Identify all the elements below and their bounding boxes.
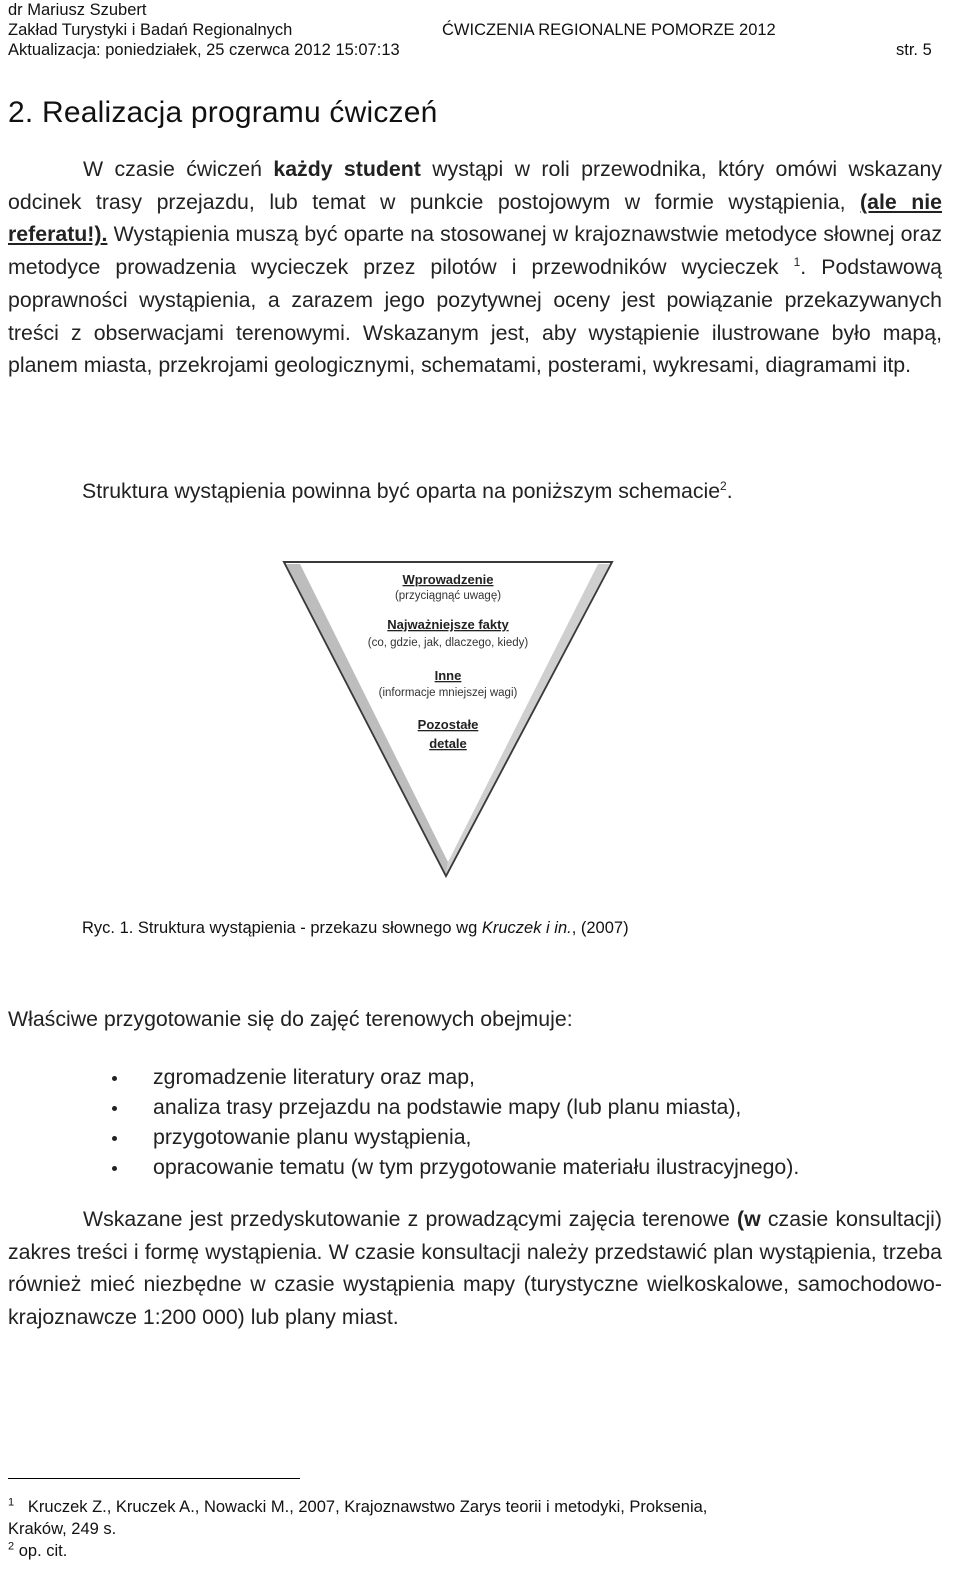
consult-bold-w: (w	[737, 1207, 761, 1231]
list-item-text: przygotowanie planu wystąpienia,	[153, 1125, 472, 1149]
inverted-pyramid-figure	[278, 556, 618, 901]
list-item	[108, 1122, 799, 1152]
header-course: ĆWICZENIA REGIONALNE POMORZE 2012	[442, 21, 776, 39]
level-1-sub: (przyciągnąć uwagę)	[394, 590, 502, 602]
footnote-1-cont: Kraków, 249 s.	[8, 1520, 117, 1538]
structure-end: .	[726, 479, 733, 503]
caption-year: , (2007)	[571, 919, 629, 937]
header-institution: Zakład Turystyki i Badań Regionalnych	[8, 21, 293, 39]
caption-text: Ryc. 1. Struktura wystąpienia - przekazu słownego wg	[82, 919, 482, 937]
footnote-divider	[8, 1478, 300, 1479]
footnote-ref-1: 1	[793, 255, 801, 270]
caption-authors: Kruczek i in.	[481, 919, 572, 937]
level-3-title: Inne	[434, 668, 462, 683]
level-2-sub: (co, gdzie, jak, dlaczego, kiedy)	[367, 637, 529, 649]
list-item-text: zgromadzenie literatury oraz map,	[153, 1065, 475, 1089]
list-item	[108, 1062, 799, 1092]
footnote-ref-2: 2	[720, 478, 727, 493]
footnote-2	[8, 1540, 67, 1562]
paragraph-consultation	[8, 1203, 942, 1334]
consult-text-a: Wskazane jest przedyskutowanie z prowadzącymi zajęcia terenowe	[83, 1207, 738, 1231]
p1-text-g: . Podstawową poprawności wystąpienia, a zarazem jego pozytywnej oceny jest powiązanie przekazywanych treści z obserwacjami terenowymi. Wskazanym jest, aby wystąpienie ilustrowane było mapą, planem miasta, przekrojami geologicznymi, schematami, posterami, wykresami, diagramami itp.	[8, 255, 942, 378]
bullet-icon	[112, 1106, 117, 1111]
bullet-icon	[112, 1136, 117, 1141]
p1-text-a: W czasie ćwiczeń	[83, 157, 274, 181]
level-4-sub: detale	[429, 736, 467, 751]
consult-text-c: czasie konsultacji) zakres treści i formę wystąpienia. W czasie konsultacji należy przedstawić plan wystąpienia, trzeba również mieć niezbędne w czasie wystąpienia mapy (turystyczne wielkoskalowe, samochodowo-krajoznawcze 1:200 000) lub plany miast.	[8, 1207, 942, 1330]
figure-caption	[82, 917, 629, 939]
level-2-title: Najważniejsze fakty	[387, 617, 509, 632]
footnote-1-text: Kruczek Z., Kruczek A., Nowacki M., 2007, Krajoznawstwo Zarys teorii i metodyki, Proksenia,	[27, 1498, 708, 1516]
section-title: 2. Realizacja programu ćwiczeń	[8, 96, 438, 129]
level-4-title: Pozostałe	[417, 717, 479, 732]
preparation-intro: Właściwe przygotowanie się do zajęć terenowych obejmuje:	[8, 1007, 573, 1031]
header-updated: Aktualizacja: poniedziałek, 25 czerwca 2012 15:07:13	[8, 41, 400, 59]
list-item-text: analiza trasy przejazdu na podstawie mapy (lub planu miasta),	[153, 1095, 742, 1119]
p1-text-c: wystąpi w roli przewodnika, który omówi wskazany odcinek trasy przejazdu, lub temat w punkcie postojowym w formie wystąpienia,	[8, 157, 942, 214]
level-1-title: Wprowadzenie	[402, 572, 494, 587]
bullet-icon	[112, 1076, 117, 1081]
list-item	[108, 1152, 799, 1182]
structure-intro	[82, 476, 733, 506]
structure-text: Struktura wystąpienia powinna być oparta na poniższym schemacie	[82, 479, 721, 503]
list-item	[108, 1092, 799, 1122]
bullet-icon	[112, 1166, 117, 1171]
p1-bold-student: każdy student	[273, 157, 421, 181]
footnote-2-number: 2	[8, 1540, 15, 1553]
preparation-list	[108, 1062, 799, 1182]
level-3-sub: (informacje mniejszej wagi)	[378, 687, 518, 699]
header-author: dr Mariusz Szubert	[8, 1, 147, 19]
footnote-1	[8, 1496, 707, 1518]
p1-underlined-note: (ale nie referatu!).	[8, 189, 943, 247]
footnote-1-number: 1	[8, 1496, 15, 1509]
footnote-2-text: op. cit.	[18, 1542, 68, 1560]
list-item-text: opracowanie tematu (w tym przygotowanie materiału ilustracyjnego).	[153, 1155, 800, 1179]
pyramid-diagram	[278, 556, 618, 896]
paragraph-program	[8, 153, 942, 382]
p1-text-e: Wystąpienia muszą być oparte na stosowanej w krajoznawstwie metodyce słownej oraz metodyce prowadzenia wycieczek przez pilotów i przewodników wycieczek	[8, 222, 942, 280]
page-number: str. 5	[896, 41, 932, 59]
